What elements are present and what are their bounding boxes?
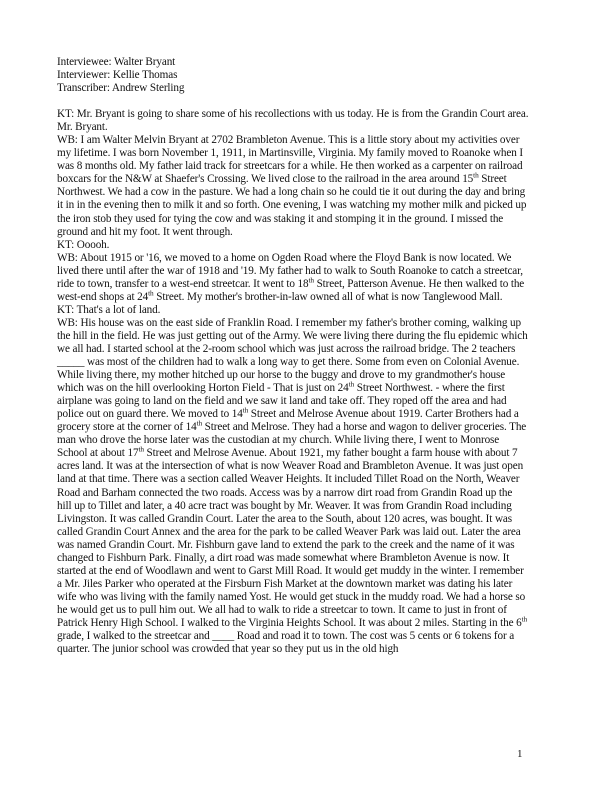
- speaker-label: KT:: [57, 303, 75, 316]
- transcript-entry: [57, 252, 529, 304]
- entry-text: That's a lot of land.: [76, 303, 161, 316]
- entry-text: Mr. Bryant is going to share some of his recollections with us today. He is from the Grandin Court area. Mr. Bryant.: [57, 108, 529, 134]
- entry-text: About 1915 or '16, we moved to a home on Ogden Road where the Floyd Bank is now located. We lived there until after the war of 1918 and '19. My father had to walk to South Roanoke to catch a streetcar, ride to town, transfer to a west-end streetcar. It went to 18th Street, Patterson Avenue. He then walked to the west-end shops at 24th Street. My mother's brother-in-law owned all of what is now Tanglewood Mall.: [57, 251, 525, 303]
- entry-text: His house was on the east side of Franklin Road. I remember my father's brother coming, walking up the hill in the field. He was just getting out of the Army. We were living there during the flu epidemic which we all had. I started school at the 2-room school which was just across the railroad bridge. The 2 teachers _____ was most of the children had to walk a long way to get there. Some from even on Colonial Avenue. While living there, my mother hitched up our horse to the buggy and drove to my grandmother's house which was on the hill overlooking Horton Field - That is just on 24th Street Northwest. - where the first airplane was going to land on the field and we saw it land and take off. They roped off the area and had police out on guard there. We moved to 14th Street and Melrose Avenue about 1919. Carter Brothers had a grocery store at the corner of 14th Street and Melrose. They had a horse and wagon to deliver groceries. The man who drove the horse later was the custodian at my church. While living there, I went to Monrose School at about 17th Street and Melrose Avenue. About 1921, my father bought a farm house with about 7 acres land. It was at the intersection of what is now Weaver Road and Brambleton Avenue. It was just open land at that time. There was a section called Weaver Heights. It included Tillet Road on the North, Weaver Road and Barham connected the two roads. Access was by a narrow dirt road from Grandin Road up the hill up to Tillet and later, a 40 acre tract was bought by Mr. Weaver. It was from Grandin Road including Livingston. It was called Grandin Court. Later the area to the South, about 120 acres, was bought. It was called Grandin Court Annex and the area for the park to be called Weaver Park was laid out. Later the area was named Grandin Court. Mr. Fishburn gave land to extend the park to the creek and the name of it was changed to Fishburn Park. Finally, a dirt road was made somewhat where Brambleton Avenue is now. It started at the end of Woodlawn and went to Garst Mill Road. It would get muddy in the winter. I remember a Mr. Jiles Parker who operated at the Firsburn Fish Market at the downtown market was dating his later wife who was living with the family named Yost. He would get stuck in the muddy road. We had a horse so he would get us to pull him out. We all had to walk to ride a streetcar to town. It came to just in front of Patrick Henry High School. I walked to the Virginia Heights School. It was about 2 miles. Starting in the 6th grade, I walked to the streetcar and ____ Road and road it to town. The cost was 5 cents or 6 tokens for a quarter. The junior school was crowded that year so they put us in the old high: [57, 316, 528, 656]
- speaker-label: WB:: [57, 316, 78, 329]
- transcript-entry: [57, 317, 529, 656]
- header-spacer: [57, 95, 529, 108]
- transcript-page: [57, 56, 529, 656]
- speaker-label: KT:: [57, 108, 75, 121]
- interviewee-line: Interviewee: Walter Bryant: [57, 56, 176, 68]
- entry-text: Ooooh.: [76, 238, 110, 251]
- speaker-label: WB:: [57, 134, 78, 147]
- transcript-entry: [57, 239, 529, 252]
- interviewer-line: Interviewer: Kellie Thomas: [57, 69, 178, 82]
- transcript-entry: [57, 108, 529, 134]
- speaker-label: WB:: [57, 251, 78, 264]
- transcript-entry: [57, 304, 529, 317]
- transcript-entry: [57, 134, 529, 238]
- transcriber-line: Transcriber: Andrew Sterling: [57, 82, 185, 95]
- speaker-label: KT:: [57, 238, 75, 251]
- page-number: 1: [517, 748, 523, 760]
- entry-text: I am Walter Melvin Bryant at 2702 Brambleton Avenue. This is a little story about my activities over my lifetime. I was born November 1, 1911, in Martinsville, Virginia. My family moved to Roanoke when I was 8 months old. My father laid track for streetcars for a while. He then worked as a carpenter on railroad boxcars for the N&W at Shaefer's Crossing. We lived close to the railroad in the area around 15th Street Northwest. We had a cow in the pasture. We had a long chain so he could tie it out during the day and bring it in in the evening then to milk it and so forth. One evening, I was watching my mother milk and picked up the iron stob they used for tying the cow and was staking it and stomping it in the ground. I missed the ground and hit my foot. It went through.: [57, 134, 527, 238]
